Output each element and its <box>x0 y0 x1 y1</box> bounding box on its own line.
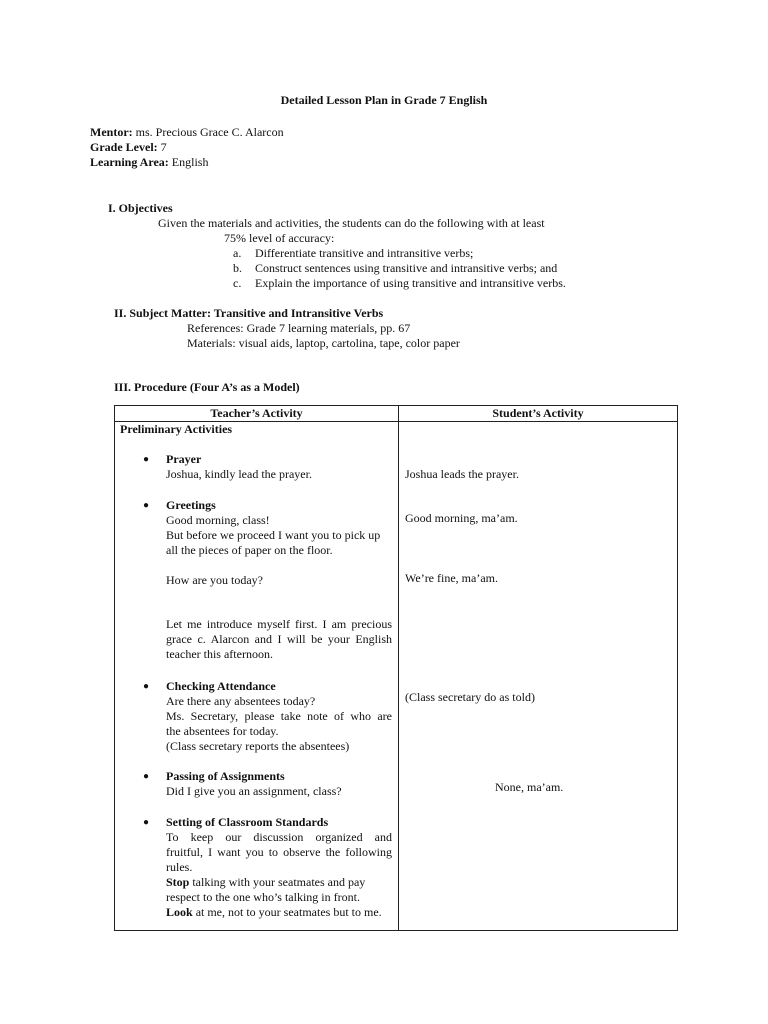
prayer-student-text: Joshua leads the prayer. <box>405 467 519 481</box>
procedure-heading: III. Procedure (Four A’s as a Model) <box>114 380 300 394</box>
area-value: English <box>168 155 209 169</box>
prayer-teacher-text: Joshua, kindly lead the prayer. <box>166 467 312 481</box>
greetings-teacher-5: Let me introduce myself first. I am precious <box>166 617 392 631</box>
bullet-icon: ● <box>143 817 150 828</box>
references-line: References: Grade 7 learning materials, pp. 67 <box>187 321 411 335</box>
attendance-teacher-4: (Class secretary reports the absentees) <box>166 739 350 753</box>
objectives-heading: I. Objectives <box>108 201 173 215</box>
area-line <box>90 155 208 170</box>
look-rule-text: at me, not to your seatmates but to me. <box>192 905 382 919</box>
greetings-teacher-1: Good morning, class! <box>166 513 270 527</box>
standards-line-1: To keep our discussion organized and <box>166 830 392 844</box>
objective-marker-c: c. <box>233 276 242 290</box>
mentor-label: Mentor: <box>90 125 133 139</box>
standards-line-3: rules. <box>166 860 193 874</box>
objective-marker-b: b. <box>233 261 242 275</box>
objective-item-b: Construct sentences using transitive and intransitive verbs; and <box>255 261 558 275</box>
assignments-title: Passing of Assignments <box>166 769 285 783</box>
teacher-cell <box>115 422 399 931</box>
procedure-table <box>114 405 678 931</box>
teacher-activity-header: Teacher’s Activity <box>115 406 399 422</box>
table-header-row <box>115 406 678 422</box>
bullet-icon: ● <box>143 500 150 511</box>
grade-label: Grade Level: <box>90 140 158 154</box>
bullet-icon: ● <box>143 454 150 465</box>
greetings-teacher-7: teacher this afternoon. <box>166 647 273 661</box>
objectives-intro-2: 75% level of accuracy: <box>224 231 335 245</box>
assignments-student-text: None, ma’am. <box>495 780 564 794</box>
bullet-icon: ● <box>143 771 150 782</box>
grade-value: 7 <box>157 140 167 154</box>
student-cell <box>399 422 678 931</box>
stop-rule-text: talking with your seatmates and pay <box>189 875 366 889</box>
attendance-teacher-1: Are there any absentees today? <box>166 694 316 708</box>
standards-line-2: fruitful, I want you to observe the following <box>166 845 392 859</box>
stop-keyword: Stop <box>166 875 190 889</box>
objectives-intro-1: Given the materials and activities, the students can do the following with at least <box>158 216 545 230</box>
subject-matter-heading: II. Subject Matter: Transitive and Intransitive Verbs <box>114 306 384 320</box>
greetings-student-1: Good morning, ma’am. <box>405 511 518 525</box>
mentor-line <box>90 125 284 140</box>
objective-marker-a: a. <box>233 246 242 260</box>
objective-item-a: Differentiate transitive and intransitive verbs; <box>255 246 474 260</box>
greetings-teacher-4: How are you today? <box>166 573 263 587</box>
attendance-teacher-3: the absentees for today. <box>166 724 279 738</box>
prayer-title: Prayer <box>166 452 202 466</box>
look-keyword: Look <box>166 905 193 919</box>
attendance-student-text: (Class secretary do as told) <box>405 690 535 704</box>
table-row <box>115 422 678 931</box>
student-activity-header: Student’s Activity <box>399 406 678 422</box>
standards-line-5: respect to the one who’s talking in front. <box>166 890 360 904</box>
greetings-teacher-2: But before we proceed I want you to pick up <box>166 528 381 542</box>
greetings-teacher-6: grace c. Alarcon and I will be your English <box>166 632 392 646</box>
grade-line <box>90 140 167 155</box>
standards-look-rule <box>166 905 382 920</box>
attendance-teacher-2: Ms. Secretary, please take note of who are <box>166 709 392 723</box>
greetings-title: Greetings <box>166 498 216 512</box>
materials-line: Materials: visual aids, laptop, cartolina, tape, color paper <box>187 336 460 350</box>
preliminary-heading: Preliminary Activities <box>120 422 233 436</box>
objective-item-c: Explain the importance of using transitive and intransitive verbs. <box>255 276 566 290</box>
mentor-value: ms. Precious Grace C. Alarcon <box>132 125 284 139</box>
page-title: Detailed Lesson Plan in Grade 7 English <box>280 93 488 107</box>
greetings-student-2: We’re fine, ma’am. <box>405 571 498 585</box>
greetings-teacher-3: all the pieces of paper on the floor. <box>166 543 333 557</box>
standards-title: Setting of Classroom Standards <box>166 815 329 829</box>
attendance-title: Checking Attendance <box>166 679 276 693</box>
standards-stop-rule <box>166 875 365 890</box>
area-label: Learning Area: <box>90 155 169 169</box>
bullet-icon: ● <box>143 681 150 692</box>
assignments-teacher-text: Did I give you an assignment, class? <box>166 784 342 798</box>
